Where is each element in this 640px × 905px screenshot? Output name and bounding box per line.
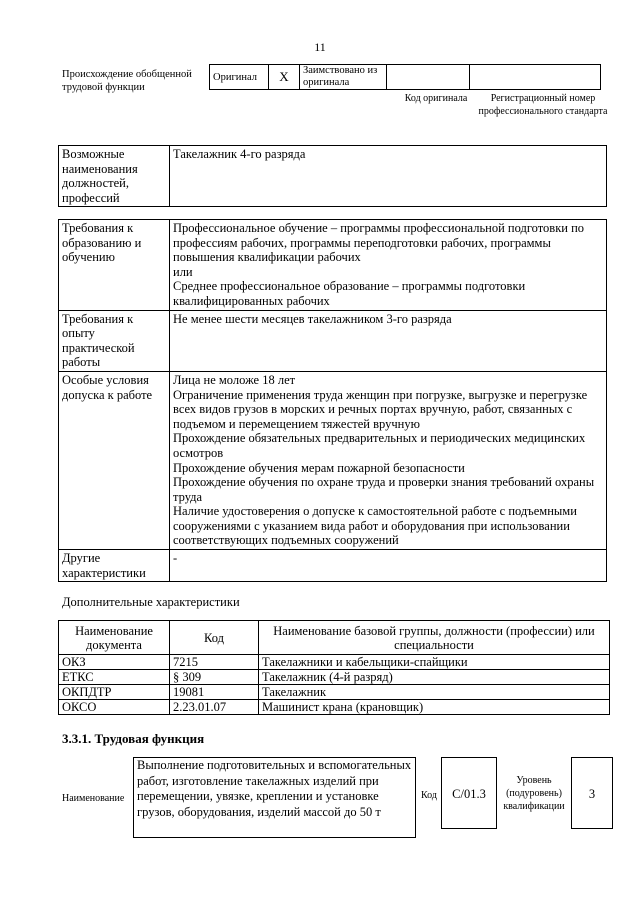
table-row — [59, 655, 610, 670]
admission-line: Наличие удостоверения о допуске к самостоятельной работе с подъемными сооружениями с указанием вида работ и оборудования при использовании соответствующих подъемных сооружений — [173, 504, 577, 548]
admission-line: Прохождение обучения мерам пожарной безопасности — [173, 460, 465, 475]
other-label: Другие характеристики — [59, 550, 170, 582]
original-label: Оригинал — [210, 65, 269, 90]
original-mark: X — [269, 65, 300, 90]
row-document: ОКСО — [59, 700, 170, 715]
admission-label: Особые условия допуска к работе — [59, 371, 170, 549]
function-name-label: Наименование — [62, 793, 125, 804]
row-name: Такелажники и кабельщики-спайщики — [259, 655, 610, 670]
row-name: Такелажник — [259, 685, 610, 700]
table-row — [59, 670, 610, 685]
requirements-table — [58, 219, 607, 582]
row-code: § 309 — [170, 670, 259, 685]
additional-title: Дополнительные характеристики — [62, 595, 240, 609]
positions-label: Возможные наименования должностей, профессий — [59, 146, 170, 207]
experience-label: Требования к опыту практической работы — [59, 310, 170, 371]
row-name: Машинист крана (крановщик) — [259, 700, 610, 715]
admission-value — [170, 371, 607, 549]
table-row — [59, 685, 610, 700]
row-document: ОКПДТР — [59, 685, 170, 700]
function-code-value: C/01.3 — [441, 757, 497, 829]
admission-line: Прохождение обучения по охране труда и проверки знания требований охраны труда — [173, 475, 595, 504]
experience-value: Не менее шести месяцев такелажником 3-го разряда — [170, 310, 607, 371]
header-code: Код — [170, 621, 259, 655]
reg-number-cell — [470, 65, 601, 90]
qualification-level-value: 3 — [571, 757, 613, 829]
original-code-caption: Код оригинала — [404, 93, 468, 104]
row-name: Такелажник (4-й разряд) — [259, 670, 610, 685]
original-code-cell — [387, 65, 470, 90]
reg-number-caption: Регистрационный номер профессионального стандарта — [478, 93, 608, 117]
qualification-level-label: Уровень (подуровень) квалификации — [503, 775, 565, 812]
admission-line: Ограничение применения труда женщин при погрузке, выгрузке и перегрузке всех видов грузов в морских и речных портах вручную, работ, связанных с подъемом и перемещением тяжестей вручную — [173, 387, 588, 431]
origin-label: Происхождение обобщенной трудовой функции — [62, 69, 192, 93]
education-value — [170, 220, 607, 311]
other-value: - — [170, 550, 607, 582]
borrowed-label: Заимствовано из оригинала — [300, 65, 387, 90]
function-code-label: Код — [421, 790, 437, 801]
origin-table — [209, 64, 601, 90]
row-code: 2.23.01.07 — [170, 700, 259, 715]
education-line: Профессиональное обучение – программы профессиональной подготовки по профессиям рабочих, программы переподготовки рабочих, программы повышения квалификации рабочих — [173, 221, 585, 265]
row-document: ОКЗ — [59, 655, 170, 670]
page-number: 11 — [314, 40, 326, 54]
row-document: ЕТКС — [59, 670, 170, 685]
additional-table — [58, 620, 610, 715]
row-code: 19081 — [170, 685, 259, 700]
education-label: Требования к образованию и обучению — [59, 220, 170, 311]
header-name: Наименование базовой группы, должности (профессии) или специальности — [259, 621, 610, 655]
admission-line: Лица не моложе 18 лет — [173, 372, 296, 387]
positions-value: Такелажник 4-го разряда — [170, 146, 607, 207]
admission-line: Прохождение обязательных предварительных и периодических медицинских осмотров — [173, 431, 586, 460]
header-document: Наименование документа — [59, 621, 170, 655]
section-title: 3.3.1. Трудовая функция — [62, 731, 205, 746]
table-row — [59, 700, 610, 715]
function-name-value: Выполнение подготовительных и вспомогательных работ, изготовление такелажных изделий при перемещении, увязке, креплении и установке грузов, оборудования, изделий массой до 50 т — [133, 757, 416, 838]
positions-table — [58, 145, 607, 207]
education-line: или — [173, 264, 193, 279]
row-code: 7215 — [170, 655, 259, 670]
education-line: Среднее профессиональное образование – программы подготовки квалифицированных рабочих — [173, 279, 526, 308]
